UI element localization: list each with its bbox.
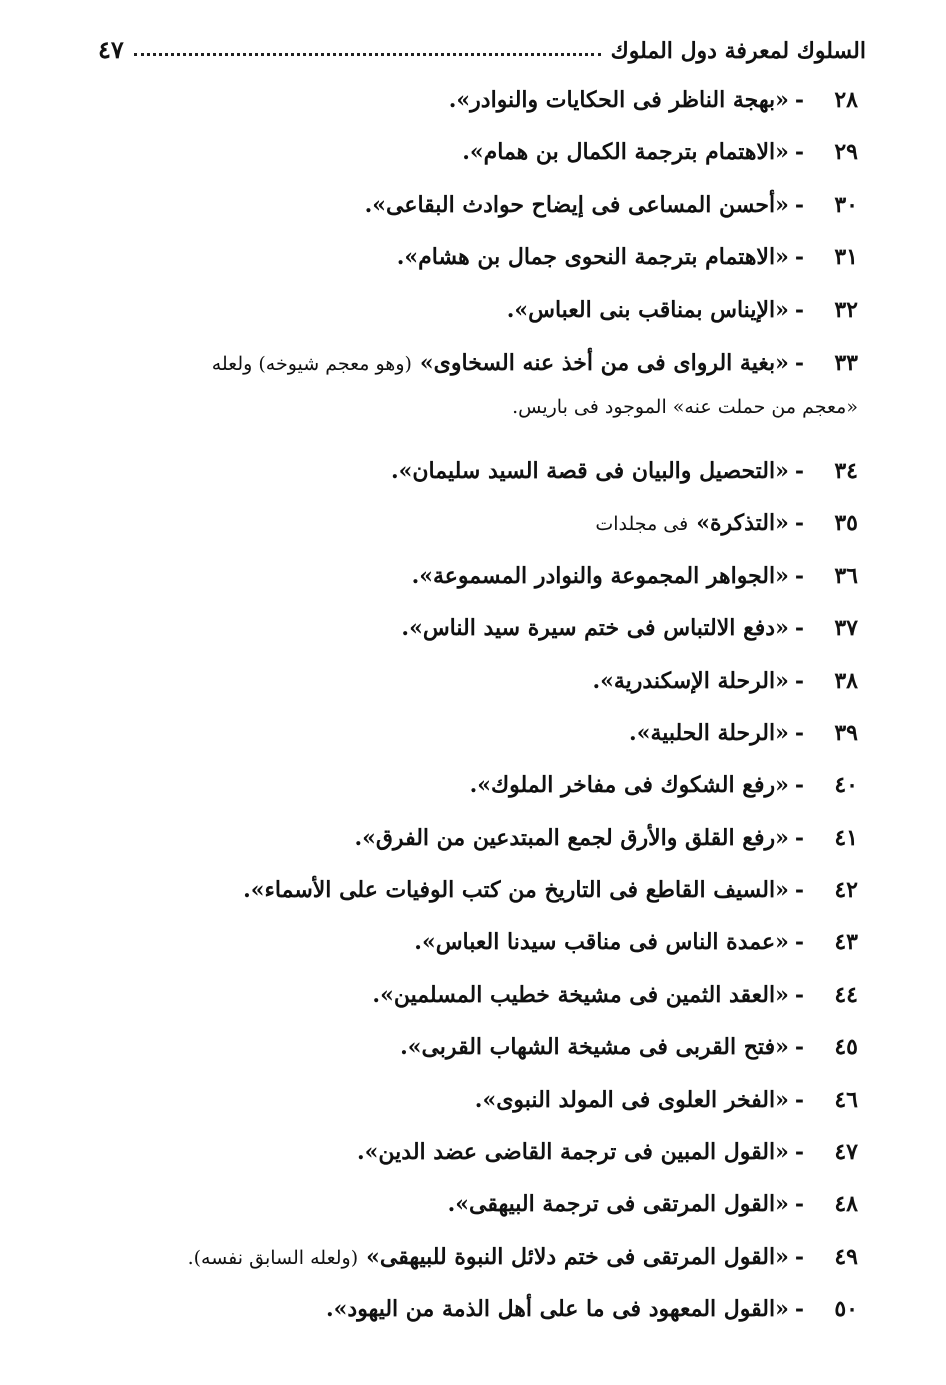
- entry-number: ٣٣: [834, 349, 858, 376]
- entry-dash: -: [794, 1139, 804, 1166]
- entry-number: ٤٨: [834, 1191, 858, 1218]
- entry-title: «القول المبين فى ترجمة القاضى عضد الدين».: [357, 1139, 789, 1166]
- entry-title: «العقد الثمين فى مشيخة خطيب المسلمين».: [372, 981, 789, 1008]
- book-title: السلوك لمعرفة دول الملوك: [610, 38, 866, 64]
- list-item: [90, 1126, 858, 1178]
- entry-note: (وهو معجم شيوخه) ولعله: [211, 352, 412, 375]
- entry-title: «الجواهر المجموعة والنوادر المسموعة».: [411, 562, 789, 589]
- entry-title: «القول المرتقى فى ترجمة البيهقى».: [447, 1191, 789, 1218]
- entry-number: ٤١: [834, 824, 858, 851]
- list-item: [90, 759, 858, 811]
- entry-title: «بغية الرواى فى من أخذ عنه السخاوى»: [419, 349, 789, 376]
- list-item: [90, 969, 858, 1021]
- list-item: [90, 550, 858, 602]
- list-item: [90, 179, 858, 231]
- list-item: [90, 1074, 858, 1126]
- entry-number: ٤٢: [834, 877, 858, 904]
- entry-note: (ولعله السابق نفسه).: [187, 1246, 359, 1269]
- entry-number: ٣٤: [834, 457, 858, 484]
- entry-number: ٣١: [834, 244, 858, 271]
- works-list: [90, 74, 858, 1336]
- list-item: [90, 602, 858, 654]
- entry-title: «الاهتمام بترجمة النحوى جمال بن هشام».: [396, 244, 789, 271]
- list-item: [90, 231, 858, 283]
- entry-number: ٢٨: [834, 87, 858, 113]
- entry-title: «الإيناس بمناقب بنى العباس».: [506, 296, 789, 323]
- entry-number: ٣٩: [834, 719, 858, 746]
- entry-number: ٤٦: [834, 1086, 858, 1113]
- entry-title: «السيف القاطع فى التاريخ من كتب الوفيات على الأسماء».: [243, 877, 789, 904]
- entry-title: «رفع الشكوك فى مفاخر الملوك».: [469, 772, 789, 799]
- list-item: [90, 126, 858, 178]
- entry-title: «الرحلة الإسكندرية».: [592, 667, 789, 694]
- entry-title: «عمدة الناس فى مناقب سيدنا العباس».: [414, 929, 789, 956]
- entry-dash: -: [794, 244, 804, 271]
- entry-dash: -: [794, 877, 804, 904]
- entry-title: «التذكرة»: [696, 510, 789, 537]
- entry-dash: -: [794, 562, 804, 589]
- list-item: [90, 1021, 858, 1073]
- entry-dash: -: [794, 87, 804, 113]
- running-header: [98, 30, 866, 64]
- entry-number: ٤٧: [834, 1139, 858, 1166]
- entry-dash: -: [794, 1296, 804, 1323]
- list-item: [90, 864, 858, 916]
- entry-number: ٣٦: [834, 562, 858, 589]
- entry-dash: -: [794, 457, 804, 484]
- entry-title: «الرحلة الحلبية».: [629, 719, 789, 746]
- entry-dash: -: [794, 1243, 804, 1270]
- dotted-leader: [134, 53, 601, 56]
- entry-number: ٤٠: [834, 772, 858, 799]
- entry-number: ٣٥: [834, 510, 858, 537]
- list-item: [90, 1178, 858, 1230]
- list-item: [90, 812, 858, 864]
- entry-dash: -: [794, 349, 804, 376]
- entry-title: «أحسن المساعى فى إيضاح حوادث البقاعى».: [364, 191, 789, 218]
- entry-number: ٣٧: [834, 615, 858, 642]
- entry-dash: -: [794, 1034, 804, 1061]
- entry-dash: -: [794, 139, 804, 166]
- list-item: [90, 655, 858, 707]
- entry-continuation: «معجم من حملت عنه» الموجود فى باريس.: [512, 395, 858, 418]
- entry-number: ٣٠: [834, 191, 858, 218]
- list-item: [90, 1231, 858, 1283]
- list-item: [90, 284, 858, 336]
- entry-dash: -: [794, 929, 804, 956]
- entry-dash: -: [794, 296, 804, 323]
- entry-title: «الفخر العلوى فى المولد النبوى».: [474, 1086, 789, 1113]
- entry-number: ٤٣: [834, 929, 858, 956]
- entry-dash: -: [794, 719, 804, 746]
- entry-dash: -: [794, 667, 804, 694]
- entry-number: ٣٨: [834, 667, 858, 694]
- entry-title: «التحصيل والبيان فى قصة السيد سليمان».: [390, 457, 789, 484]
- list-item: [90, 336, 858, 445]
- entry-dash: -: [794, 510, 804, 537]
- list-item: [90, 916, 858, 968]
- entry-number: ٤٥: [834, 1034, 858, 1061]
- entry-title: «القول المرتقى فى ختم دلائل النبوة للبيهقى»: [366, 1243, 789, 1270]
- entry-number: ٤٤: [834, 981, 858, 1008]
- entry-dash: -: [794, 1086, 804, 1113]
- list-item: [90, 497, 858, 549]
- entry-dash: -: [794, 981, 804, 1008]
- page-number: ٤٧: [98, 35, 124, 64]
- entry-note: فى مجلدات: [595, 513, 689, 536]
- entry-number: ٢٩: [834, 139, 858, 166]
- entry-number: ٣٢: [834, 296, 858, 323]
- list-item: [90, 707, 858, 759]
- entry-title: «رفع القلق والأرق لجمع المبتدعين من الفرق».: [354, 824, 789, 851]
- entry-title: «بهجة الناظر فى الحكايات والنوادر».: [448, 87, 789, 113]
- entry-number: ٥٠: [834, 1296, 858, 1323]
- entry-dash: -: [794, 824, 804, 851]
- entry-title: «القول المعهود فى ما على أهل الذمة من اليهود».: [325, 1296, 789, 1323]
- entry-title: «دفع الالتباس فى ختم سيرة سيد الناس».: [401, 615, 789, 642]
- list-item: [90, 1283, 858, 1335]
- list-item: [90, 445, 858, 497]
- entry-title: «فتح القربى فى مشيخة الشهاب القربى».: [400, 1034, 789, 1061]
- entry-number: ٤٩: [834, 1243, 858, 1270]
- entry-dash: -: [794, 191, 804, 218]
- entry-dash: -: [794, 615, 804, 642]
- entry-dash: -: [794, 772, 804, 799]
- entry-dash: -: [794, 1191, 804, 1218]
- list-item: [90, 74, 858, 126]
- entry-title: «الاهتمام بترجمة الكمال بن همام».: [462, 139, 789, 166]
